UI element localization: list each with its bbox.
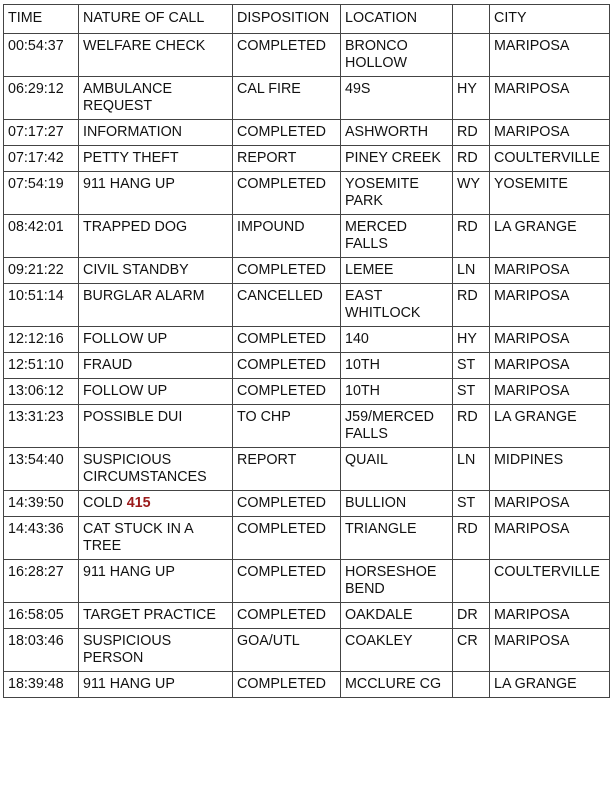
nature-of-call-cell: 911 HANG UP [79, 672, 233, 698]
nature-of-call-cell: SUSPICIOUS CIRCUMSTANCES [79, 448, 233, 491]
city-cell: MARIPOSA [490, 353, 610, 379]
disposition-cell: COMPLETED [233, 560, 341, 603]
time-cell: 00:54:37 [4, 34, 79, 77]
street-suffix-cell: DR [453, 603, 490, 629]
nature-of-call-cell: CIVIL STANDBY [79, 258, 233, 284]
nature-of-call-cell: TRAPPED DOG [79, 215, 233, 258]
city-cell: MARIPOSA [490, 34, 610, 77]
nature-of-call-cell: AMBULANCE REQUEST [79, 77, 233, 120]
nature-of-call-cell: PETTY THEFT [79, 146, 233, 172]
table-row [4, 146, 610, 172]
street-suffix-cell: ST [453, 379, 490, 405]
street-suffix-cell: WY [453, 172, 490, 215]
city-cell: LA GRANGE [490, 672, 610, 698]
table-row [4, 560, 610, 603]
street-suffix-cell [453, 672, 490, 698]
nature-of-call-cell: 911 HANG UP [79, 560, 233, 603]
street-suffix-cell: CR [453, 629, 490, 672]
location-cell: COAKLEY [341, 629, 453, 672]
time-cell: 07:17:27 [4, 120, 79, 146]
header-nature-of-call: NATURE OF CALL [79, 5, 233, 34]
city-cell: COULTERVILLE [490, 560, 610, 603]
city-cell: MIDPINES [490, 448, 610, 491]
nature-text: COLD [83, 495, 123, 511]
header-row [4, 5, 610, 34]
location-cell: BULLION [341, 491, 453, 517]
nature-of-call-cell: INFORMATION [79, 120, 233, 146]
disposition-cell: COMPLETED [233, 120, 341, 146]
header-disposition: DISPOSITION [233, 5, 341, 34]
location-cell: 10TH [341, 379, 453, 405]
table-row [4, 353, 610, 379]
disposition-cell: REPORT [233, 448, 341, 491]
disposition-cell: COMPLETED [233, 258, 341, 284]
disposition-cell: COMPLETED [233, 603, 341, 629]
disposition-cell: COMPLETED [233, 379, 341, 405]
nature-of-call-cell: FOLLOW UP [79, 379, 233, 405]
disposition-cell: COMPLETED [233, 517, 341, 560]
nature-of-call-cell: SUSPICIOUS PERSON [79, 629, 233, 672]
disposition-cell: COMPLETED [233, 327, 341, 353]
time-cell: 16:28:27 [4, 560, 79, 603]
street-suffix-cell: ST [453, 353, 490, 379]
street-suffix-cell: RD [453, 517, 490, 560]
location-cell: LEMEE [341, 258, 453, 284]
table-row [4, 379, 610, 405]
location-cell: EAST WHITLOCK [341, 284, 453, 327]
table-row [4, 77, 610, 120]
city-cell: MARIPOSA [490, 120, 610, 146]
street-suffix-cell: HY [453, 327, 490, 353]
nature-of-call-cell: FOLLOW UP [79, 327, 233, 353]
street-suffix-cell: RD [453, 120, 490, 146]
table-row [4, 215, 610, 258]
time-cell: 14:39:50 [4, 491, 79, 517]
table-row [4, 517, 610, 560]
city-cell: MARIPOSA [490, 629, 610, 672]
nature-of-call-cell: FRAUD [79, 353, 233, 379]
city-cell: MARIPOSA [490, 517, 610, 560]
disposition-cell: REPORT [233, 146, 341, 172]
city-cell: MARIPOSA [490, 284, 610, 327]
nature-of-call-cell: BURGLAR ALARM [79, 284, 233, 327]
location-cell: MERCED FALLS [341, 215, 453, 258]
disposition-cell: COMPLETED [233, 34, 341, 77]
nature-of-call-cell [79, 491, 233, 517]
time-cell: 06:29:12 [4, 77, 79, 120]
city-cell: COULTERVILLE [490, 146, 610, 172]
penal-code-highlight: 415 [126, 495, 151, 511]
nature-of-call-cell: 911 HANG UP [79, 172, 233, 215]
disposition-cell: COMPLETED [233, 672, 341, 698]
table-row [4, 172, 610, 215]
location-cell: ASHWORTH [341, 120, 453, 146]
street-suffix-cell [453, 34, 490, 77]
table-row [4, 491, 610, 517]
time-cell: 07:17:42 [4, 146, 79, 172]
table-row [4, 672, 610, 698]
location-cell: PINEY CREEK [341, 146, 453, 172]
location-cell: OAKDALE [341, 603, 453, 629]
city-cell: MARIPOSA [490, 603, 610, 629]
table-row [4, 448, 610, 491]
disposition-cell: TO CHP [233, 405, 341, 448]
location-cell: TRIANGLE [341, 517, 453, 560]
location-cell: BRONCO HOLLOW [341, 34, 453, 77]
table-row [4, 120, 610, 146]
city-cell: YOSEMITE [490, 172, 610, 215]
city-cell: MARIPOSA [490, 258, 610, 284]
city-cell: MARIPOSA [490, 327, 610, 353]
street-suffix-cell: LN [453, 448, 490, 491]
city-cell: MARIPOSA [490, 379, 610, 405]
street-suffix-cell: RD [453, 215, 490, 258]
street-suffix-cell [453, 560, 490, 603]
table-row [4, 34, 610, 77]
location-cell: YOSEMITE PARK [341, 172, 453, 215]
street-suffix-cell: HY [453, 77, 490, 120]
street-suffix-cell: RD [453, 405, 490, 448]
disposition-cell: COMPLETED [233, 353, 341, 379]
header-city: CITY [490, 5, 610, 34]
city-cell: LA GRANGE [490, 405, 610, 448]
table-row [4, 603, 610, 629]
header-street-suffix [453, 5, 490, 34]
disposition-cell: CAL FIRE [233, 77, 341, 120]
nature-of-call-cell: TARGET PRACTICE [79, 603, 233, 629]
disposition-cell: COMPLETED [233, 491, 341, 517]
street-suffix-cell: ST [453, 491, 490, 517]
call-log-table [3, 4, 610, 698]
time-cell: 16:58:05 [4, 603, 79, 629]
nature-of-call-cell: CAT STUCK IN A TREE [79, 517, 233, 560]
location-cell: QUAIL [341, 448, 453, 491]
table-row [4, 284, 610, 327]
disposition-cell: IMPOUND [233, 215, 341, 258]
time-cell: 09:21:22 [4, 258, 79, 284]
nature-of-call-cell: WELFARE CHECK [79, 34, 233, 77]
street-suffix-cell: LN [453, 258, 490, 284]
city-cell: MARIPOSA [490, 491, 610, 517]
time-cell: 10:51:14 [4, 284, 79, 327]
time-cell: 08:42:01 [4, 215, 79, 258]
header-location: LOCATION [341, 5, 453, 34]
disposition-cell: GOA/UTL [233, 629, 341, 672]
table-row [4, 258, 610, 284]
location-cell: 140 [341, 327, 453, 353]
time-cell: 13:54:40 [4, 448, 79, 491]
time-cell: 07:54:19 [4, 172, 79, 215]
time-cell: 13:06:12 [4, 379, 79, 405]
time-cell: 14:43:36 [4, 517, 79, 560]
location-cell: 10TH [341, 353, 453, 379]
location-cell: MCCLURE CG [341, 672, 453, 698]
disposition-cell: CANCELLED [233, 284, 341, 327]
table-row [4, 629, 610, 672]
nature-of-call-cell: POSSIBLE DUI [79, 405, 233, 448]
disposition-cell: COMPLETED [233, 172, 341, 215]
city-cell: LA GRANGE [490, 215, 610, 258]
location-cell: HORSESHOE BEND [341, 560, 453, 603]
time-cell: 13:31:23 [4, 405, 79, 448]
table-row [4, 405, 610, 448]
header-time: TIME [4, 5, 79, 34]
table-row [4, 327, 610, 353]
time-cell: 12:51:10 [4, 353, 79, 379]
street-suffix-cell: RD [453, 146, 490, 172]
location-cell: J59/MERCED FALLS [341, 405, 453, 448]
time-cell: 18:39:48 [4, 672, 79, 698]
time-cell: 12:12:16 [4, 327, 79, 353]
location-cell: 49S [341, 77, 453, 120]
city-cell: MARIPOSA [490, 77, 610, 120]
street-suffix-cell: RD [453, 284, 490, 327]
time-cell: 18:03:46 [4, 629, 79, 672]
